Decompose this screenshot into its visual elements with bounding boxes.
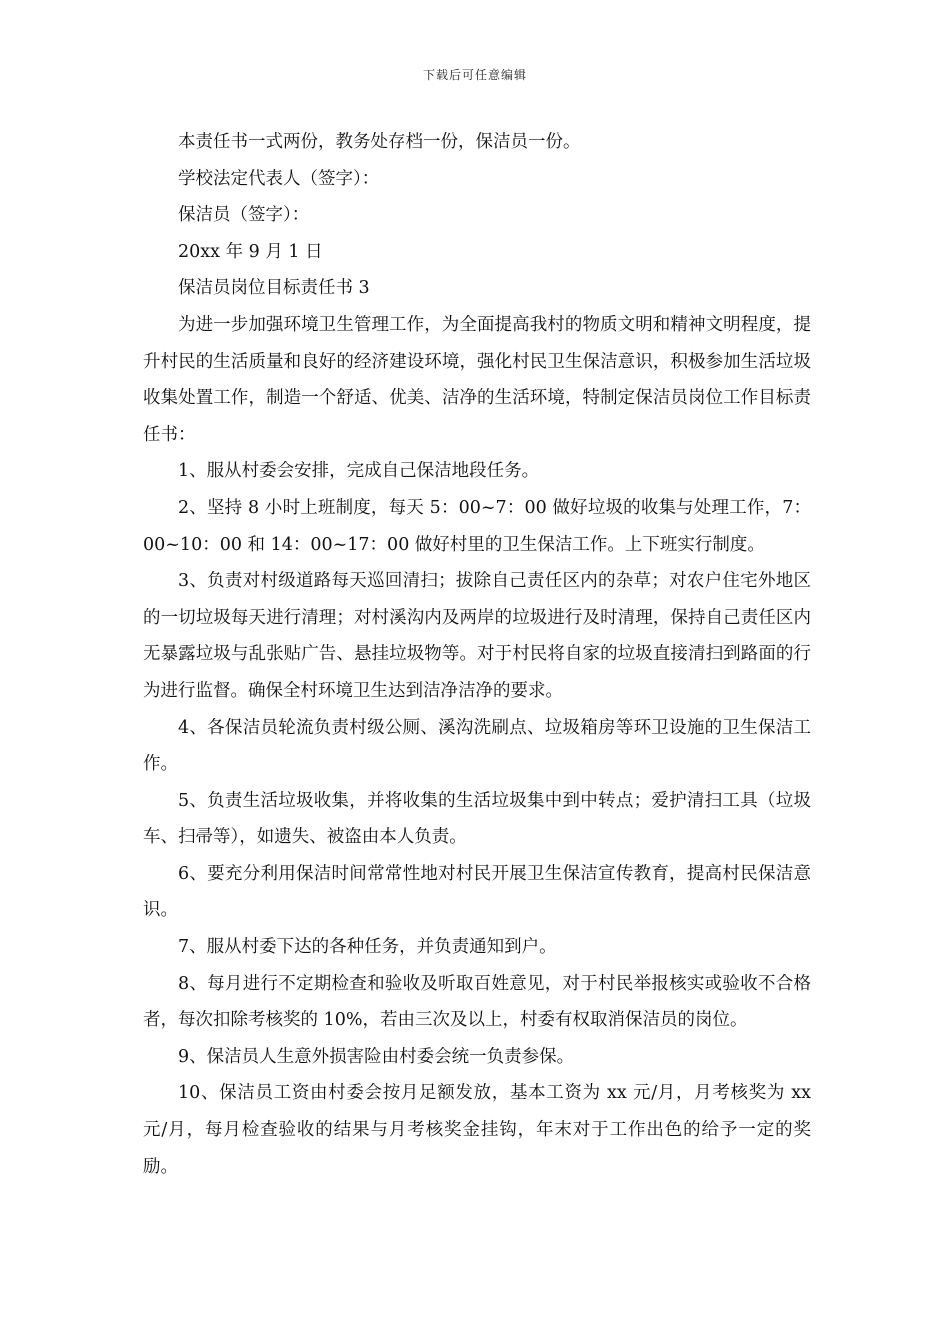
list-item-1: 1、服从村委会安排，完成自己保洁地段任务。 <box>178 461 540 482</box>
list-item-10: 10、保洁员工资由村委会按月足额发放，基本工资为 xx 元/月，月考核奖为 xx 元/月，每月检查验收的结果与月考核奖金挂钩，年末对于工作出色的给予一定的奖励。 <box>143 1083 811 1177</box>
page-header-note: 下载后可任意编辑 <box>422 68 527 82</box>
list-item-5: 5、负责生活垃圾收集，并将收集的生活垃圾集中到中转点；爱护清扫工具（垃圾车、扫帚等），如遗失、被盗由本人负责。 <box>143 790 811 848</box>
paragraph-intro: 为进一步加强环境卫生管理工作，为全面提高我村的物质文明和精神文明程度，提升村民的生活质量和良好的经济建设环境，强化村民卫生保洁意识，积极参加生活垃圾收集处置工作，制造一个舒适、优美、洁净的生活环境，特制定保洁员岗位工作目标责任书： <box>143 314 811 445</box>
list-item-3: 3、负责对村级道路每天巡回清扫；拔除自己责任区内的杂草；对农户住宅外地区的一切垃圾每天进行清理；对村溪沟内及两岸的垃圾进行及时清理，保持自己责任区内无暴露垃圾与乱张贴广告、悬挂垃圾物等。对于村民将自家的垃圾直接清扫到路面的行为进行监督。确保全村环境卫生达到洁净洁净的要求。 <box>143 571 811 701</box>
paragraph-date: 20xx 年 9 月 1 日 <box>178 241 323 262</box>
paragraph-school-signature: 学校法定代表人（签字）： <box>178 168 380 189</box>
list-item-9: 9、保洁员人生意外损害险由村委会统一负责参保。 <box>178 1046 575 1067</box>
list-item-6: 6、要充分利用保洁时间常常性地对村民开展卫生保洁宣传教育，提高村民保洁意识。 <box>143 863 811 921</box>
paragraph-copies: 本责任书一式两份，教务处存档一份，保洁员一份。 <box>178 132 581 152</box>
list-item-2: 2、坚持 8 小时上班制度，每天 5：00~7：00 做好垃圾的收集与处理工作，7：00~10：00 和 14：00~17：00 做好村里的卫生保洁工作。上下班实行制度。 <box>143 497 811 555</box>
document-body <box>143 124 811 1185</box>
list-item-8: 8、每月进行不定期检查和验收及听取百姓意见，对于村民举报核实或验收不合格者，每次扣除考核奖的 10%，若由三次及以上，村委有权取消保洁员的岗位。 <box>143 973 811 1031</box>
list-item-7: 7、服从村委下达的各种任务，并负责通知到户。 <box>178 937 557 958</box>
list-item-4: 4、各保洁员轮流负责村级公厕、溪沟洗刷点、垃圾箱房等环卫设施的卫生保洁工作。 <box>143 717 811 775</box>
paragraph-cleaner-signature: 保洁员（签字）： <box>178 205 310 226</box>
section-title: 保洁员岗位目标责任书 3 <box>178 278 370 299</box>
